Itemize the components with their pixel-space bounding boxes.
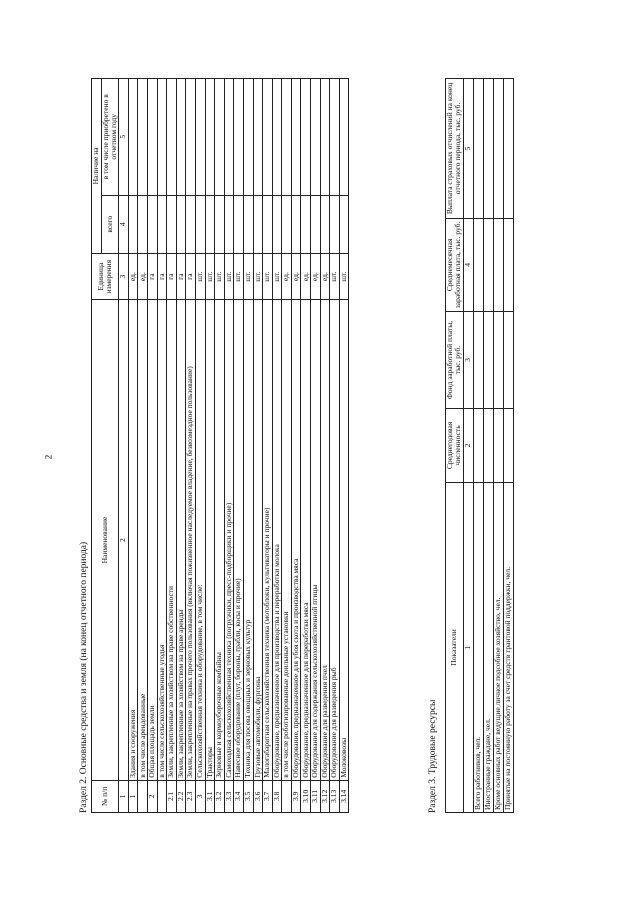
row-unit: шт. xyxy=(195,253,205,300)
row-name: Земли, закрепленные за хозяйством на праве собственности xyxy=(167,300,177,780)
row-acquired xyxy=(272,79,282,196)
table-row xyxy=(311,79,321,813)
row-unit: га xyxy=(157,253,167,300)
fixed-assets-table xyxy=(91,78,349,813)
index-cell: 1 xyxy=(463,482,473,812)
row-acquired xyxy=(253,79,263,196)
table-row xyxy=(224,79,234,813)
row-acquired xyxy=(128,79,138,196)
row-name: Оборудование для разведения пчел xyxy=(320,300,330,780)
row-num: 3.7 xyxy=(263,780,273,812)
row-acquired xyxy=(301,79,311,196)
index-cell: 2 xyxy=(119,300,129,780)
row-unit: ед. xyxy=(320,253,330,300)
row-num: 2.1 xyxy=(167,780,177,812)
row-value-cell xyxy=(473,311,483,408)
row-unit: шт. xyxy=(339,253,349,300)
header-unit: Единица измерения xyxy=(92,253,119,300)
row-num: 3 xyxy=(195,780,205,812)
row-value-cell xyxy=(493,218,503,311)
row-unit: ед. xyxy=(291,253,301,300)
table-row xyxy=(263,79,273,813)
row-unit: га xyxy=(176,253,186,300)
row-acquired xyxy=(167,79,177,196)
row-unit: га xyxy=(147,253,157,300)
row-indicator: Всего работников, чел. xyxy=(473,482,483,812)
row-total xyxy=(147,195,157,253)
row-unit: ед. xyxy=(138,253,148,300)
row-acquired xyxy=(282,79,292,196)
row-num: 2 xyxy=(147,780,157,812)
row-num: 3.13 xyxy=(330,780,340,812)
row-name: Малогабаритная сельскохозяйственная техника (мотоблоки, культиваторы и прочие) xyxy=(263,300,273,780)
row-acquired xyxy=(311,79,321,196)
row-num: 3.5 xyxy=(243,780,253,812)
table-row xyxy=(330,79,340,813)
row-num: 3.3 xyxy=(224,780,234,812)
header-indicators: Показатели xyxy=(446,482,464,812)
row-total xyxy=(243,195,253,253)
row-unit: шт. xyxy=(263,253,273,300)
row-num: 3.11 xyxy=(311,780,321,812)
row-num xyxy=(138,780,148,812)
row-name: Зерновые и кормоуборочные комбайны xyxy=(215,300,225,780)
header-acquired: в том числе приобретено в отчетном году xyxy=(101,79,119,196)
row-num: 3.4 xyxy=(234,780,244,812)
index-cell: 4 xyxy=(119,195,129,253)
row-total xyxy=(320,195,330,253)
row-total xyxy=(253,195,263,253)
table-row xyxy=(147,79,157,813)
row-num xyxy=(282,780,292,812)
row-name: Оборудование, предназначенное для переработки мяса xyxy=(301,300,311,780)
table-row xyxy=(503,79,513,813)
row-value-cell xyxy=(503,311,513,408)
labor-resources-table xyxy=(445,78,514,813)
row-unit: шт. xyxy=(205,253,215,300)
row-num: 3.10 xyxy=(301,780,311,812)
section2-title: Раздел 2. Основные средства и земля (на конец отчетного периода) xyxy=(79,541,89,813)
row-value-cell xyxy=(483,218,493,311)
row-indicator: Иностранные граждане, чел. xyxy=(483,482,493,812)
row-value-cell xyxy=(503,79,513,219)
row-indicator: Кроме основных работ ведущие личное подсобное хозяйство, чел. xyxy=(493,482,503,812)
page-number: 2 xyxy=(43,454,54,460)
row-name: Сельскохозяйственная техника и оборудование, в том числе: xyxy=(195,300,205,780)
row-acquired xyxy=(291,79,301,196)
row-indicator: Принятые на постоянную работу за счет средств грантовой поддержки, чел. xyxy=(503,482,513,812)
index-cell: 3 xyxy=(463,311,473,408)
table-row xyxy=(483,79,493,813)
row-acquired xyxy=(176,79,186,196)
header-total: всего xyxy=(101,195,119,253)
row-name: в том числе арендованные xyxy=(138,300,148,780)
row-acquired xyxy=(339,79,349,196)
row-total xyxy=(138,195,148,253)
row-name: в том числе роботизированные доильные установки xyxy=(282,300,292,780)
table-row xyxy=(320,79,330,813)
row-num: 3.2 xyxy=(215,780,225,812)
row-acquired xyxy=(186,79,196,196)
row-unit: га xyxy=(186,253,196,300)
row-num: 3.1 xyxy=(205,780,215,812)
row-total xyxy=(272,195,282,253)
row-total xyxy=(224,195,234,253)
header-avg-monthly-wage: Среднемесячная заработная плата, тыс. руб. xyxy=(446,218,464,311)
row-total xyxy=(215,195,225,253)
row-total xyxy=(291,195,301,253)
row-value-cell xyxy=(493,409,503,483)
table-row xyxy=(157,79,167,813)
header-wage-fund: Фонд заработной платы, тыс. руб. xyxy=(446,311,464,408)
row-acquired xyxy=(263,79,273,196)
row-total xyxy=(234,195,244,253)
row-total xyxy=(176,195,186,253)
table-row xyxy=(176,79,186,813)
row-num: 3.9 xyxy=(291,780,301,812)
header-name: Наименование xyxy=(92,300,119,780)
table-row xyxy=(186,79,196,813)
row-name: Здания и сооружения xyxy=(128,300,138,780)
table-row xyxy=(473,79,483,813)
row-name: Навесное оборудование (плуг, бороны, грабли, косы и прочие) xyxy=(234,300,244,780)
row-unit: ед. xyxy=(301,253,311,300)
row-acquired xyxy=(243,79,253,196)
section3-title: Раздел 3. Трудовые ресурсы xyxy=(428,699,438,813)
row-unit: шт. xyxy=(330,253,340,300)
row-total xyxy=(282,195,292,253)
table-row xyxy=(195,79,205,813)
header-insurance: Выплата страховых отчислений на конец отчетного периода, тыс. руб. xyxy=(446,79,464,219)
row-acquired xyxy=(224,79,234,196)
table-row xyxy=(128,79,138,813)
row-name: Земли, закрепленные на правах прочего пользования (включая пожизненное наследуемое владение, безвозмездное пользование) xyxy=(186,300,196,780)
table-row xyxy=(243,79,253,813)
table-row xyxy=(301,79,311,813)
row-unit: ед. xyxy=(311,253,321,300)
row-unit: га xyxy=(167,253,177,300)
index-cell: 5 xyxy=(463,79,473,219)
table-row xyxy=(493,79,503,813)
row-name: Оборудование для разведения рыб xyxy=(330,300,340,780)
row-num: 1 xyxy=(128,780,138,812)
table-row xyxy=(272,79,282,813)
row-value-cell xyxy=(503,409,513,483)
header-num: № п/п xyxy=(92,780,119,812)
row-num xyxy=(157,780,167,812)
row-value-cell xyxy=(473,218,483,311)
row-num: 3.14 xyxy=(339,780,349,812)
row-value-cell xyxy=(493,311,503,408)
row-acquired xyxy=(320,79,330,196)
labor-resources-rows xyxy=(473,79,513,813)
row-unit: шт. xyxy=(215,253,225,300)
row-total xyxy=(339,195,349,253)
fixed-assets-rows xyxy=(128,79,349,813)
row-total xyxy=(205,195,215,253)
row-num: 3.12 xyxy=(320,780,330,812)
row-name: Земли, закрепленные за хозяйством на праве аренды xyxy=(176,300,186,780)
row-acquired xyxy=(157,79,167,196)
row-value-cell xyxy=(483,79,493,219)
row-name: Грузовые автомобили, фургоны xyxy=(253,300,263,780)
table-row xyxy=(138,79,148,813)
table-row xyxy=(291,79,301,813)
index-cell: 4 xyxy=(463,218,473,311)
table-row xyxy=(234,79,244,813)
index-cell: 2 xyxy=(463,409,473,483)
row-value-cell xyxy=(473,79,483,219)
header-availability: Наличие на xyxy=(92,79,102,254)
row-num: 3.6 xyxy=(253,780,263,812)
row-name: Оборудование, предназначенное для убоя скота и производства мяса xyxy=(291,300,301,780)
header-avg-headcount: Среднегодовая численность xyxy=(446,409,464,483)
row-acquired xyxy=(147,79,157,196)
row-num: 2.2 xyxy=(176,780,186,812)
row-total xyxy=(167,195,177,253)
row-value-cell xyxy=(483,311,493,408)
row-total xyxy=(195,195,205,253)
row-total xyxy=(263,195,273,253)
row-acquired xyxy=(215,79,225,196)
row-acquired xyxy=(138,79,148,196)
row-value-cell xyxy=(483,409,493,483)
index-cell: 1 xyxy=(119,780,129,812)
row-unit: шт. xyxy=(253,253,263,300)
table-row xyxy=(167,79,177,813)
row-total xyxy=(186,195,196,253)
row-value-cell xyxy=(493,79,503,219)
row-name: Самоходная сельскохозяйственная техника (погрузчики, пресс-подборщики и прочие) xyxy=(224,300,234,780)
row-num: 3.8 xyxy=(272,780,282,812)
row-unit: шт. xyxy=(243,253,253,300)
row-name: Молоковозы xyxy=(339,300,349,780)
row-acquired xyxy=(195,79,205,196)
index-cell: 3 xyxy=(119,253,129,300)
row-total xyxy=(157,195,167,253)
row-num: 2.3 xyxy=(186,780,196,812)
row-name: Техника для посева овощных и зерновых культур xyxy=(243,300,253,780)
row-unit: ед. xyxy=(128,253,138,300)
row-total xyxy=(128,195,138,253)
table-row xyxy=(215,79,225,813)
row-name: в том числе сельскохозяйственные угодья xyxy=(157,300,167,780)
row-total xyxy=(330,195,340,253)
table-row xyxy=(253,79,263,813)
row-value-cell xyxy=(473,409,483,483)
row-value-cell xyxy=(503,218,513,311)
row-name: Тракторы xyxy=(205,300,215,780)
row-name: Общая площадь земли xyxy=(147,300,157,780)
row-unit: ед. xyxy=(282,253,292,300)
row-total xyxy=(301,195,311,253)
table-row xyxy=(282,79,292,813)
index-cell: 5 xyxy=(119,79,129,196)
row-name: Оборудование для содержания сельскохозяйственной птицы xyxy=(311,300,321,780)
row-acquired xyxy=(330,79,340,196)
row-acquired xyxy=(234,79,244,196)
table-row xyxy=(339,79,349,813)
row-unit: шт. xyxy=(234,253,244,300)
table-row xyxy=(205,79,215,813)
row-unit: шт. xyxy=(224,253,234,300)
row-total xyxy=(311,195,321,253)
row-name: Оборудование, предназначенное для производства и переработки молока xyxy=(272,300,282,780)
row-unit: шт. xyxy=(272,253,282,300)
row-acquired xyxy=(205,79,215,196)
